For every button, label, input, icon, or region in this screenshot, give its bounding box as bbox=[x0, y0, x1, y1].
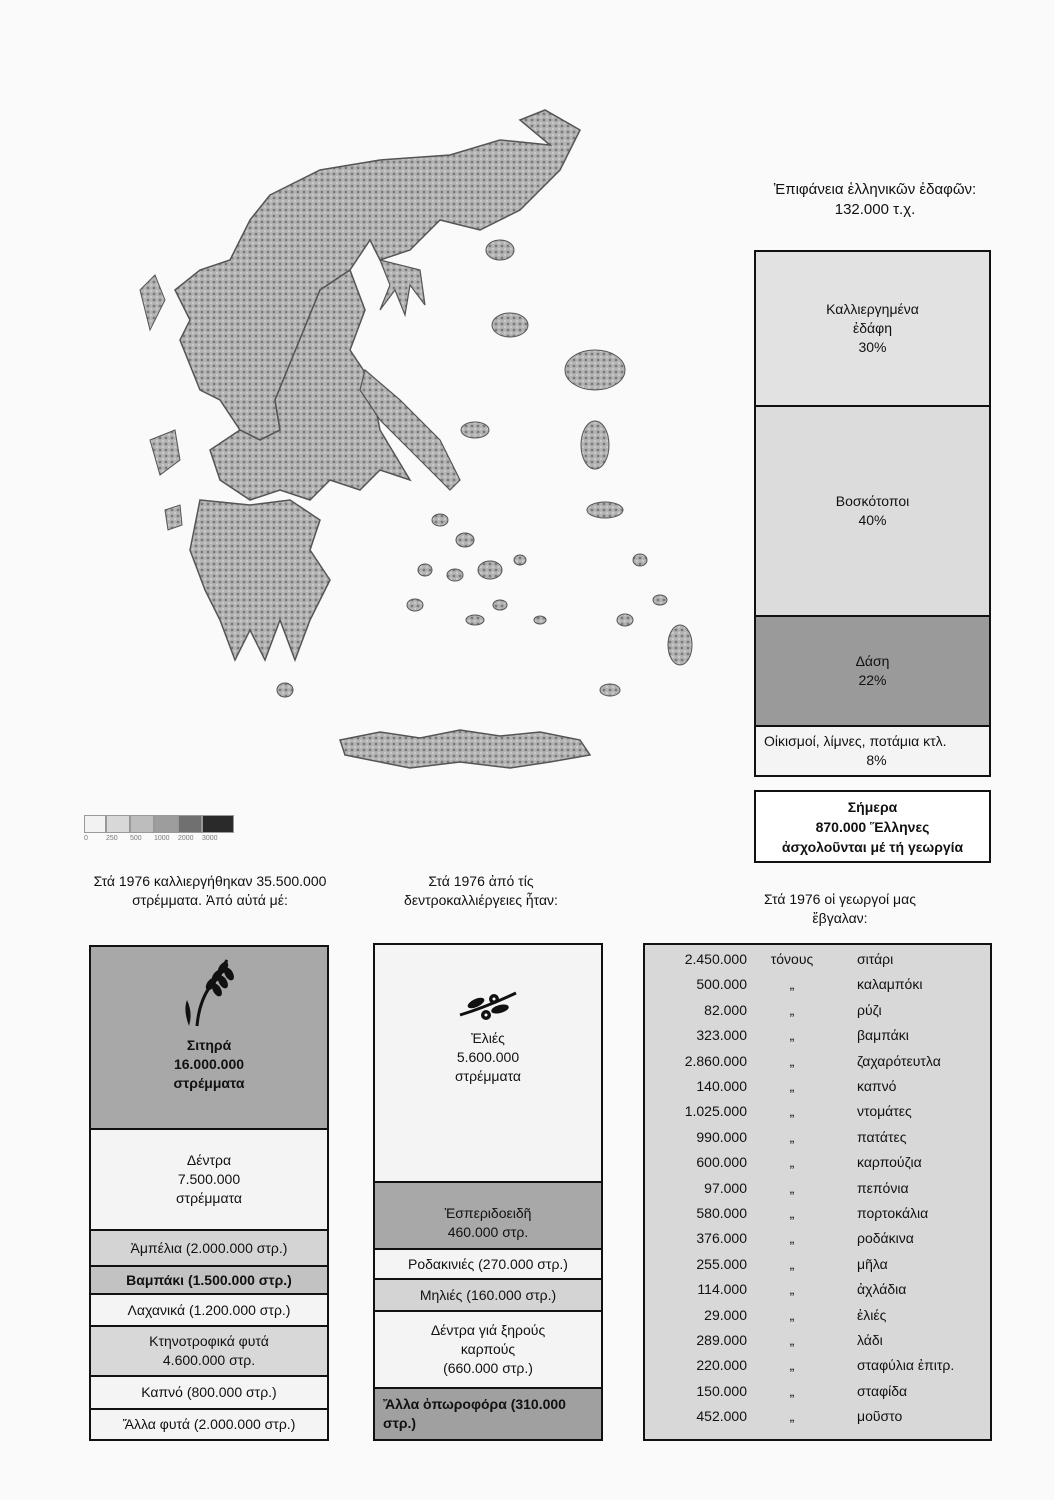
legend-swatch bbox=[106, 815, 130, 833]
segment-forest bbox=[756, 617, 989, 727]
production-value: 500.000 bbox=[696, 976, 747, 993]
production-value: 600.000 bbox=[696, 1154, 747, 1171]
production-row bbox=[645, 1226, 990, 1251]
production-unit: „ bbox=[789, 1103, 795, 1120]
production-item: ροδάκινα bbox=[857, 1230, 914, 1247]
production-row bbox=[645, 1201, 990, 1226]
production-row bbox=[645, 1328, 990, 1353]
item-trees bbox=[91, 1130, 327, 1231]
production-value: 114.000 bbox=[697, 1281, 747, 1298]
segment-value: 30% bbox=[858, 339, 887, 355]
tree-olives bbox=[375, 945, 601, 1183]
production-item: μῆλα bbox=[857, 1255, 888, 1272]
production-item: ἀχλάδια bbox=[857, 1281, 907, 1298]
item-value: 4.600.000 στρ. bbox=[162, 1352, 256, 1368]
item-label: Ἄλλα φυτά (2.000.000 στρ.) bbox=[122, 1416, 296, 1432]
item-label: Βαμπάκι (1.500.000 στρ.) bbox=[126, 1271, 292, 1288]
production-unit: „ bbox=[789, 1052, 795, 1069]
production-unit: τόνους bbox=[770, 951, 814, 967]
tree-nuts bbox=[375, 1312, 601, 1389]
production-item: βαμπάκι bbox=[857, 1027, 909, 1044]
production-item: μοῦστο bbox=[857, 1408, 903, 1425]
item-label: Λαχανικά (1.200.000 στρ.) bbox=[127, 1301, 291, 1318]
production-row bbox=[645, 1303, 990, 1328]
segment-label: Βοσκότοποι bbox=[835, 493, 910, 509]
production-unit: „ bbox=[789, 1154, 795, 1171]
production-unit: „ bbox=[789, 1357, 795, 1374]
zakynthos bbox=[165, 505, 182, 530]
production-unit: „ bbox=[789, 1281, 795, 1298]
surface-header bbox=[770, 180, 980, 220]
production-row bbox=[645, 1074, 990, 1099]
production-item: σιτάρι bbox=[857, 951, 894, 967]
legend-tick: 3000 bbox=[202, 835, 218, 842]
chalkidiki bbox=[380, 260, 425, 315]
production-unit: „ bbox=[789, 1128, 795, 1145]
today-count: 870.000 Ἕλληνες bbox=[815, 818, 930, 835]
item-vegetables bbox=[91, 1295, 327, 1327]
crete bbox=[340, 730, 590, 768]
production-value: 452.000 bbox=[696, 1408, 747, 1425]
production-unit: „ bbox=[789, 1001, 795, 1018]
cultivated-breakdown-box bbox=[89, 945, 329, 1441]
peloponnese bbox=[190, 500, 330, 660]
production-item: πορτοκάλια bbox=[857, 1205, 929, 1221]
item-label: Ἀμπέλια (2.000.000 στρ.) bbox=[130, 1239, 288, 1256]
production-unit: „ bbox=[789, 1230, 795, 1247]
legend-swatch bbox=[130, 815, 154, 833]
production-unit: „ bbox=[789, 1027, 795, 1044]
production-row bbox=[645, 1353, 990, 1378]
segment-cultivated bbox=[756, 252, 989, 407]
production-row bbox=[645, 998, 990, 1023]
production-value: 97.000 bbox=[704, 1179, 747, 1196]
production-unit: „ bbox=[789, 1332, 795, 1348]
legend-swatch bbox=[84, 815, 106, 833]
kefalonia bbox=[150, 430, 180, 475]
tree-other-fruit bbox=[375, 1389, 601, 1439]
production-item: λάδι bbox=[857, 1332, 883, 1348]
thasos bbox=[486, 240, 514, 260]
production-value: 140.000 bbox=[696, 1078, 747, 1094]
production-row bbox=[645, 1252, 990, 1277]
lemnos bbox=[492, 313, 528, 337]
item-other-crops bbox=[91, 1410, 327, 1439]
legend-swatch bbox=[178, 815, 202, 833]
production-item: καλαμπόκι bbox=[857, 976, 923, 993]
tree-crops-box bbox=[373, 943, 603, 1441]
skyros bbox=[461, 422, 489, 438]
production-value: 580.000 bbox=[696, 1205, 747, 1221]
item-label: Σιτηρά bbox=[186, 1037, 232, 1053]
production-unit: „ bbox=[789, 1179, 795, 1196]
production-value: 323.000 bbox=[696, 1027, 747, 1044]
production-item: πεπόνια bbox=[857, 1179, 909, 1196]
item-value: 5.600.000 bbox=[456, 1049, 520, 1065]
item-vineyards bbox=[91, 1231, 327, 1267]
production-row bbox=[645, 1176, 990, 1201]
production-item: καρπούζια bbox=[857, 1154, 922, 1171]
production-value: 220.000 bbox=[696, 1357, 747, 1374]
tree-citrus bbox=[375, 1183, 601, 1250]
segment-settlements bbox=[756, 727, 989, 775]
production-unit: „ bbox=[789, 1306, 795, 1323]
production-value: 255.000 bbox=[696, 1255, 747, 1272]
item-label: Ροδακινιές (270.000 στρ.) bbox=[408, 1255, 568, 1272]
wheat-icon bbox=[179, 958, 239, 1028]
production-row bbox=[645, 1023, 990, 1048]
production-row bbox=[645, 1049, 990, 1074]
production-unit: „ bbox=[789, 1255, 795, 1272]
lesvos bbox=[565, 350, 625, 390]
production-row bbox=[645, 972, 990, 997]
item-value: 7.500.000 bbox=[177, 1171, 241, 1187]
production-value: 990.000 bbox=[696, 1128, 747, 1145]
production-value: 2.860.000 bbox=[684, 1052, 747, 1069]
production-value: 29.000 bbox=[704, 1306, 747, 1323]
production-item: ζαχαρότευτλα bbox=[857, 1052, 941, 1069]
production-unit: „ bbox=[789, 1382, 795, 1399]
item-value: 460.000 στρ. bbox=[447, 1224, 529, 1240]
item-label: Καπνό (800.000 στρ.) bbox=[141, 1384, 277, 1400]
surface-breakdown-box bbox=[754, 250, 991, 777]
item-label: Δέντρα γιά ξηρούς καρπούς bbox=[430, 1322, 546, 1357]
item-unit: στρέμματα bbox=[454, 1068, 522, 1084]
chios bbox=[581, 421, 609, 469]
segment-value: 22% bbox=[858, 672, 887, 688]
tree-apples bbox=[375, 1280, 601, 1312]
segment-value: 8% bbox=[866, 752, 887, 768]
production-row bbox=[645, 1277, 990, 1302]
cultivated-header: Στά 1976 καλλιεργήθηκαν 35.500.000 στρέμματα. Ἀπό αὐτά μέ: bbox=[93, 873, 327, 908]
production-unit: „ bbox=[789, 1408, 795, 1425]
production-value: 1.025.000 bbox=[684, 1103, 747, 1120]
production-rows bbox=[645, 947, 990, 1439]
production-row bbox=[645, 1379, 990, 1404]
item-label: Δέντρα bbox=[186, 1152, 232, 1168]
map-altitude-legend bbox=[84, 815, 234, 842]
production-item: ντομάτες bbox=[857, 1103, 912, 1120]
item-cereals bbox=[91, 947, 327, 1130]
segment-label: Οἰκισμοί, λίμνες, ποτάμια κτλ. bbox=[764, 733, 947, 749]
item-unit: στρέμματα bbox=[173, 1075, 245, 1091]
production-header: Στά 1976 οἱ γεωργοί μας ἔβγαλαν: bbox=[764, 891, 916, 926]
item-tobacco bbox=[91, 1377, 327, 1410]
surface-total: 132.000 τ.χ. bbox=[834, 201, 916, 218]
segment-label: Δάση bbox=[855, 653, 890, 669]
olive-branch-icon bbox=[456, 985, 520, 1025]
trees-header: Στά 1976 ἀπό τίς δεντροκαλλιέργειες ἦταν: bbox=[404, 873, 558, 908]
legend-tick: 1000 bbox=[154, 835, 170, 842]
corfu bbox=[140, 275, 165, 330]
legend-tick: 500 bbox=[130, 835, 142, 842]
production-value: 82.000 bbox=[704, 1001, 747, 1018]
item-label: Ἄλλα ὀπωροφόρα (310.000 στρ.) bbox=[383, 1396, 566, 1431]
production-table bbox=[643, 943, 992, 1441]
samos bbox=[587, 502, 623, 518]
item-value: (660.000 στρ.) bbox=[443, 1360, 533, 1376]
segment-value: 40% bbox=[858, 512, 887, 528]
legend-tick: 0 bbox=[84, 835, 88, 842]
farmers-today-box bbox=[754, 790, 991, 863]
production-value: 289.000 bbox=[696, 1332, 747, 1348]
production-value: 2.450.000 bbox=[684, 951, 747, 967]
segment-pasture bbox=[756, 407, 989, 617]
dodecanese bbox=[600, 554, 692, 696]
surface-title: Ἐπιφάνεια ἑλληνικῶν ἐδαφῶν: bbox=[773, 181, 977, 198]
segment-label: Καλλιεργημένα ἐδάφη bbox=[826, 301, 919, 336]
item-value: 16.000.000 bbox=[173, 1056, 245, 1072]
today-desc: ἀσχολοῦνται μέ τή γεωργία bbox=[781, 838, 964, 855]
production-item: ἐλιές bbox=[857, 1306, 887, 1323]
item-label: Κτηνοτροφικά φυτά bbox=[149, 1333, 269, 1349]
production-row bbox=[645, 1125, 990, 1150]
production-row bbox=[645, 947, 990, 972]
production-row bbox=[645, 1404, 990, 1429]
today-label: Σήμερα bbox=[847, 798, 898, 815]
item-label: Ἐσπεριδοειδῆ bbox=[444, 1205, 532, 1221]
kythira bbox=[277, 683, 293, 697]
legend-tick: 250 bbox=[106, 835, 118, 842]
cyclades bbox=[407, 514, 546, 625]
production-item: καπνό bbox=[857, 1078, 897, 1094]
item-label: Ἐλιές bbox=[471, 1030, 505, 1046]
legend-tick: 2000 bbox=[178, 835, 194, 842]
production-item: σταφίδα bbox=[857, 1382, 908, 1399]
legend-swatch bbox=[202, 815, 234, 833]
production-unit: „ bbox=[789, 1205, 795, 1221]
production-unit: „ bbox=[789, 976, 795, 993]
greece-relief-map bbox=[80, 100, 720, 800]
legend-swatch bbox=[154, 815, 178, 833]
item-cotton bbox=[91, 1267, 327, 1295]
production-row bbox=[645, 1099, 990, 1124]
tree-peaches bbox=[375, 1250, 601, 1280]
production-value: 150.000 bbox=[696, 1382, 747, 1399]
item-label: Μηλιές (160.000 στρ.) bbox=[419, 1286, 557, 1303]
production-item: σταφύλια ἐπιτρ. bbox=[857, 1357, 955, 1374]
item-unit: στρέμματα bbox=[175, 1190, 243, 1206]
production-item: ρύζι bbox=[857, 1001, 882, 1018]
production-item: πατάτες bbox=[857, 1128, 907, 1145]
production-row bbox=[645, 1150, 990, 1175]
item-fodder bbox=[91, 1327, 327, 1377]
production-unit: „ bbox=[789, 1078, 795, 1094]
production-value: 376.000 bbox=[696, 1230, 747, 1247]
